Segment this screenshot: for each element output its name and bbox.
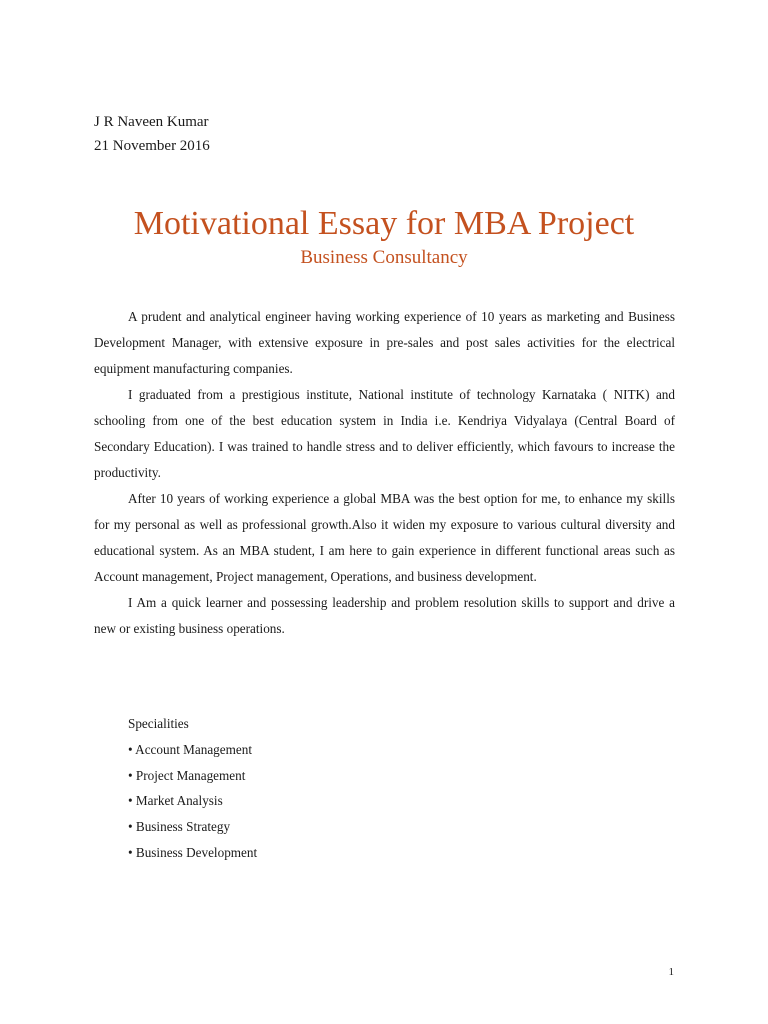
paragraph-4: I Am a quick learner and possessing leadership and problem resolution skills to support and drive a new or existing business operations.: [94, 595, 675, 636]
author-name: J R Naveen Kumar: [94, 114, 209, 130]
specialities-heading: Specialities: [128, 716, 189, 731]
title-block: [0, 202, 768, 270]
paragraph-3: After 10 years of working experience a global MBA was the best option for me, to enhance my skills for my personal as well as professional growth.Also it widen my exposure to various cultural diversity and educational system. As an MBA student, I am here to gain experience in different functional areas such as Account management, Project management, Operations, and business development.: [94, 491, 675, 584]
document-title: Motivational Essay for MBA Project: [133, 205, 635, 242]
page-number: 1: [668, 966, 674, 978]
speciality-item: • Market Analysis: [128, 793, 223, 809]
speciality-item: • Business Development: [128, 844, 258, 860]
essay-body: [94, 304, 675, 642]
paragraph-1: A prudent and analytical engineer having working experience of 10 years as marketing and Business Development Manager, with extensive exposure in pre-sales and post sales activities for the electrical equipment manufacturing companies.: [94, 309, 675, 376]
specialities-list: [128, 737, 257, 866]
speciality-item: • Project Management: [128, 767, 246, 783]
author-block: [94, 110, 210, 158]
paragraph-2: I graduated from a prestigious institute, National institute of technology Karnataka ( NITK) and schooling from one of the best education system in India i.e. Kendriya Vidyalaya (Central Board of Secondary Education). I was trained to handle stress and to deliver efficiently, which favours to increase the productivity.: [94, 387, 675, 480]
document-subtitle: Business Consultancy: [300, 247, 468, 268]
speciality-item: • Account Management: [128, 741, 252, 757]
specialities-section: [128, 711, 257, 866]
document-date: 21 November 2016: [94, 138, 210, 154]
speciality-item: • Business Strategy: [128, 819, 231, 835]
